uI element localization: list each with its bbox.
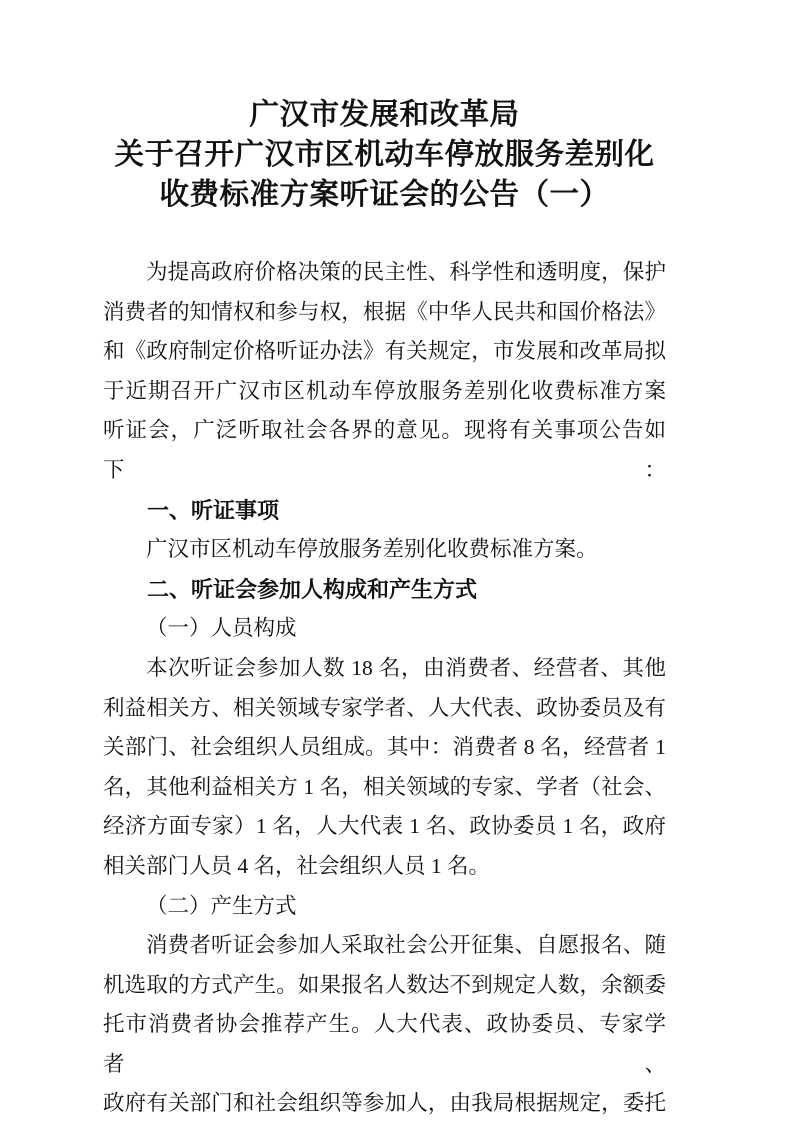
document-content	[103, 95, 666, 1122]
sub-heading: （一）人员构成	[146, 616, 297, 641]
body-line: 于近期召开广汉市区机动车停放服务差别化收费标准方案	[103, 378, 666, 403]
body-line: 听证会，广泛听取社会各界的意见。现将有关事项公告如下：	[103, 418, 666, 482]
body-line: 消费者的知情权和参与权，根据《中华人民共和国价格法》	[103, 299, 666, 324]
body-line: 托市消费者协会推荐产生。人大代表、政协委员、专家学者、	[103, 1012, 666, 1076]
section-heading: 一、听证事项	[147, 497, 280, 523]
body-line: 本次听证会参加人数 18 名，由消费者、经营者、其他	[146, 655, 666, 680]
title-line: 收费标准方案听证会的公告（一）	[159, 179, 610, 211]
sub-heading: （二）产生方式	[146, 893, 297, 918]
section-heading: 二、听证会参加人构成和产生方式	[147, 576, 478, 602]
body-line: 机选取的方式产生。如果报名人数达不到规定人数，余额委	[103, 972, 666, 997]
document-title	[103, 95, 666, 215]
body-line: 政府有关部门和社会组织等参加人，由我局根据规定，委托	[103, 1091, 666, 1116]
body-line: 经济方面专家）1 名，人大代表 1 名、政协委员 1 名，政府	[103, 814, 666, 839]
body-line: 利益相关方、相关领域专家学者、人大代表、政协委员及有	[103, 695, 666, 720]
body-line: 名，其他利益相关方 1 名，相关领域的专家、学者（社会、	[103, 774, 666, 799]
body-line: 和《政府制定价格听证办法》有关规定，市发展和改革局拟	[103, 339, 666, 364]
body-line: 关部门、社会组织人员组成。其中：消费者 8 名，经营者 1	[103, 735, 666, 760]
body-line: 相关部门人员 4 名，社会组织人员 1 名。	[103, 853, 491, 878]
body-line: 广汉市区机动车停放服务差别化收费标准方案。	[146, 537, 598, 562]
body-line: 为提高政府价格决策的民主性、科学性和透明度，保护	[146, 260, 666, 284]
title-line: 关于召开广汉市区机动车停放服务差别化	[114, 139, 655, 171]
body-line: 消费者听证会参加人采取社会公开征集、自愿报名、随	[146, 933, 666, 958]
title-line: 广汉市发展和改革局	[249, 99, 520, 131]
document-body	[103, 253, 666, 1122]
